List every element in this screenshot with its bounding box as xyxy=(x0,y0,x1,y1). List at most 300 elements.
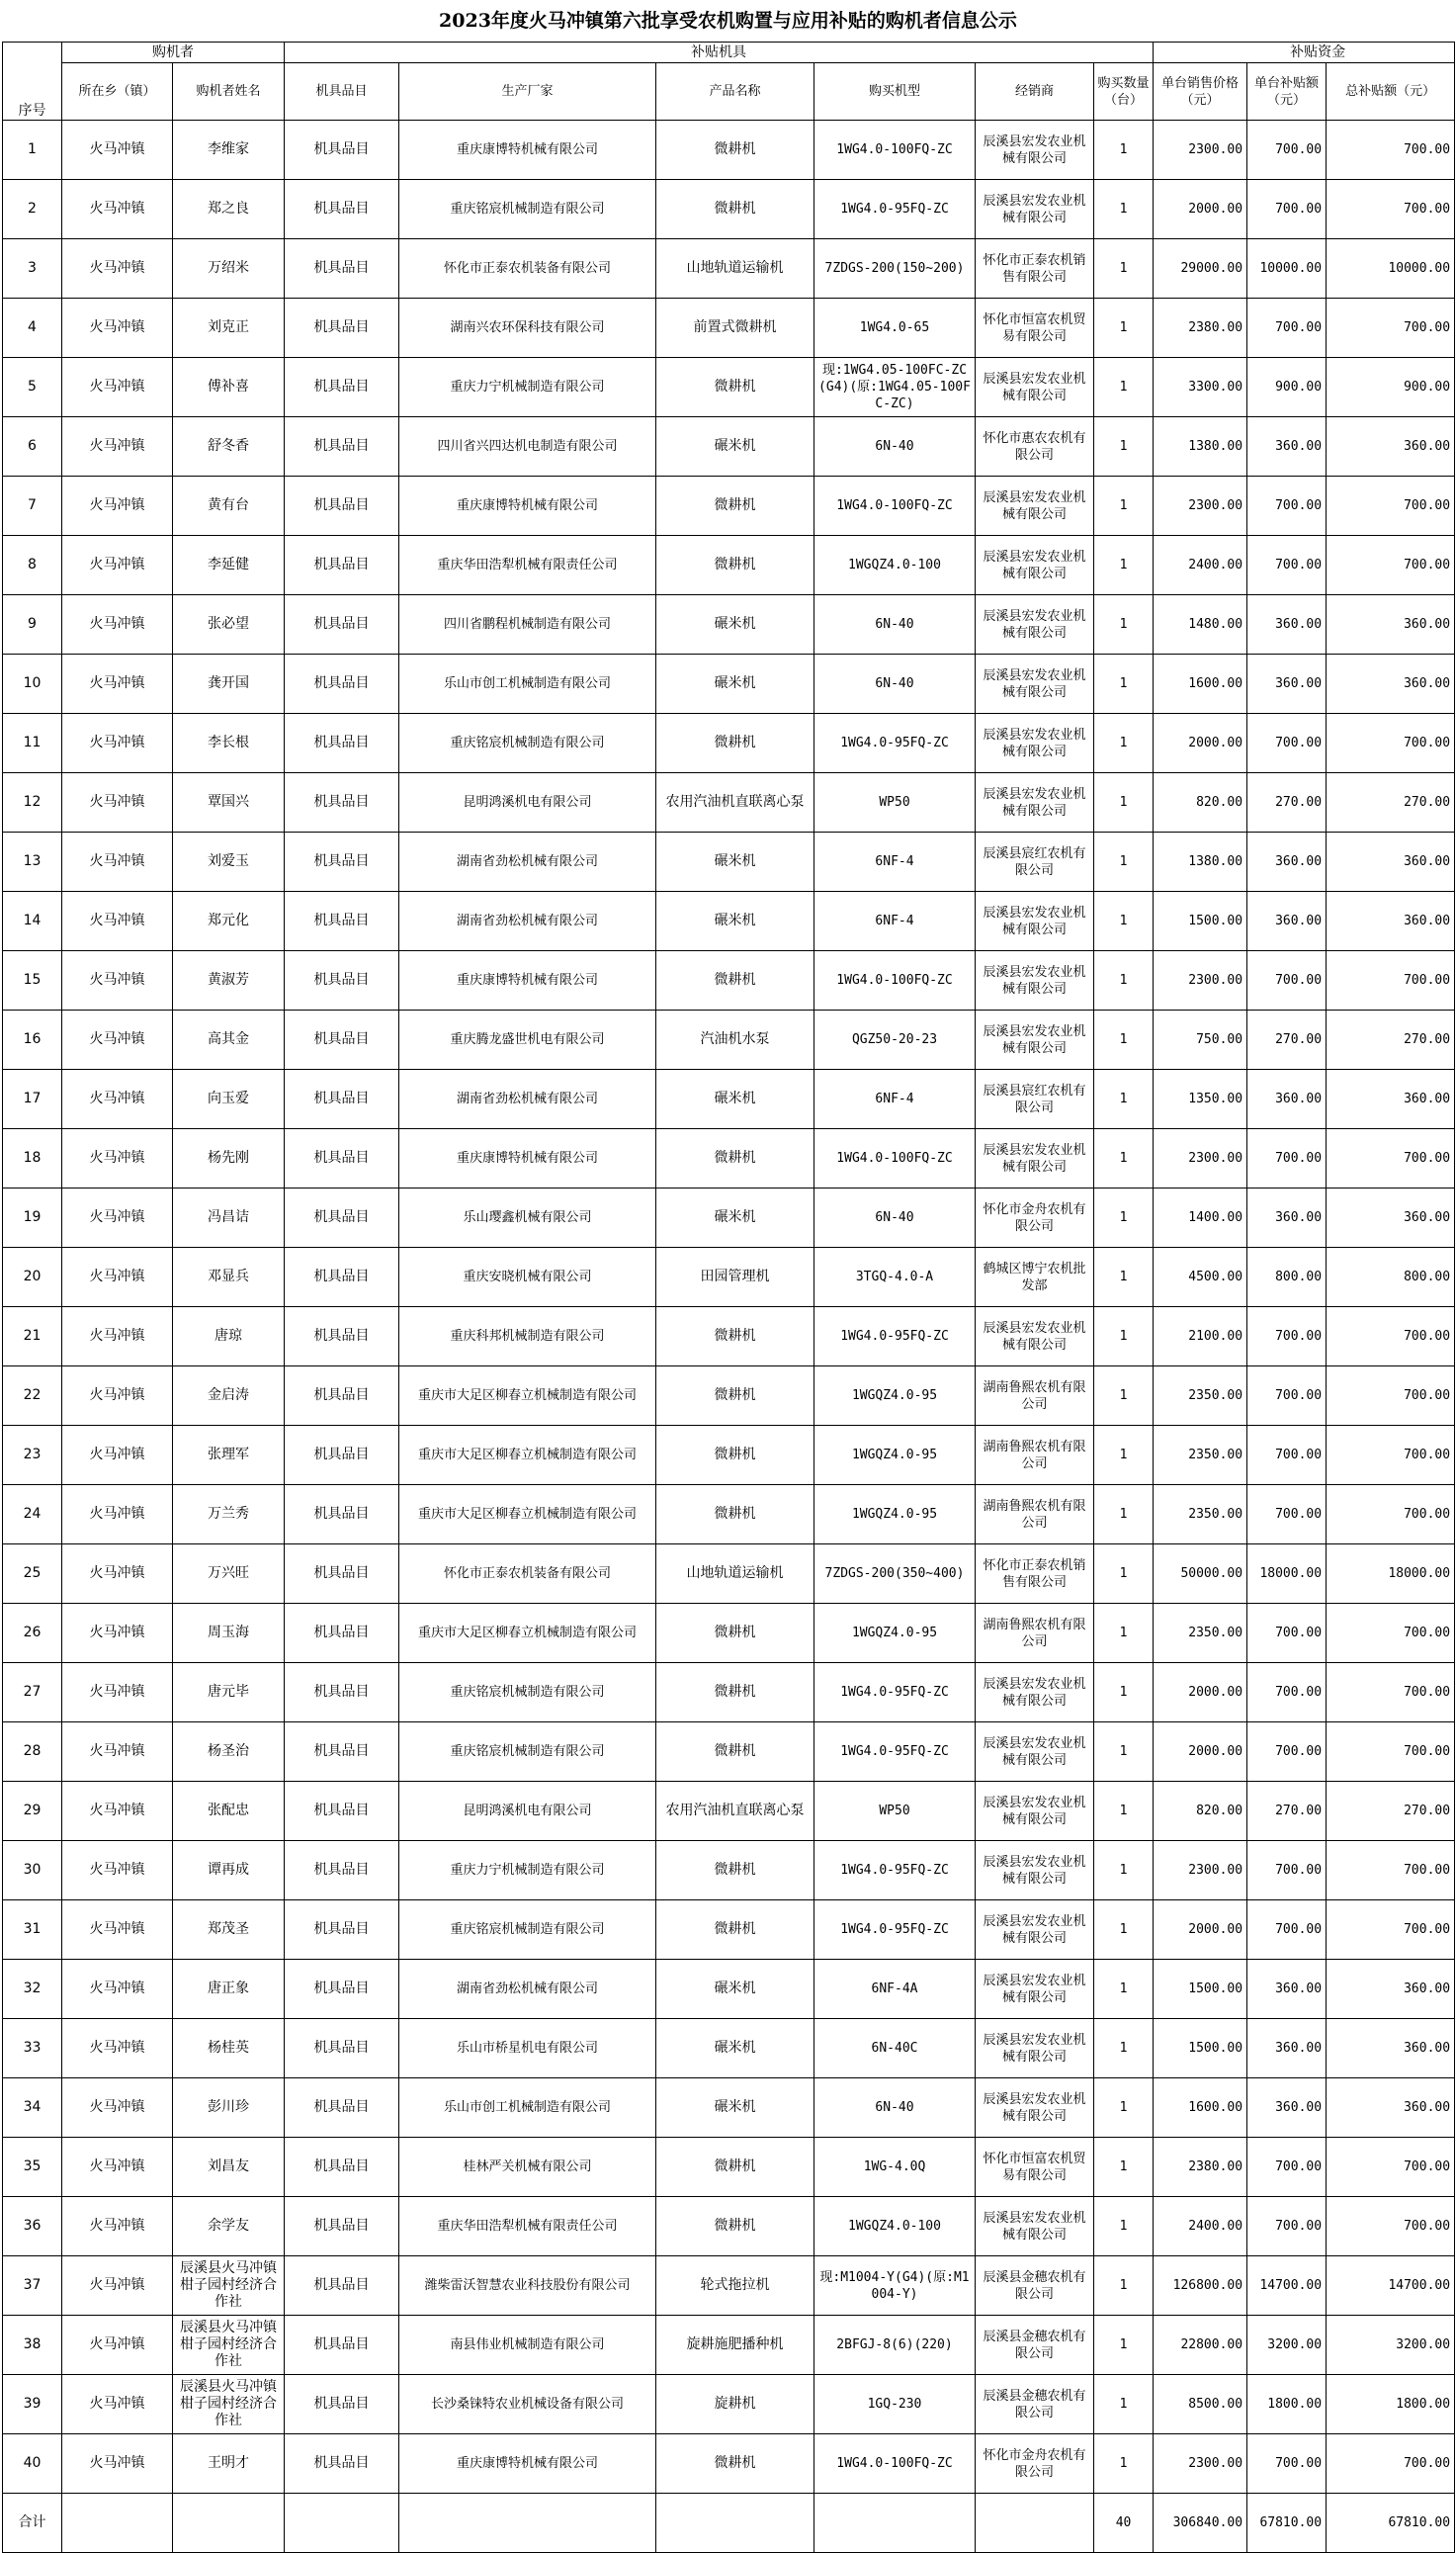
table-row xyxy=(3,951,1455,1011)
cell-serial: 24 xyxy=(3,1485,62,1544)
cell-product: 山地轨道运输机 xyxy=(656,239,814,299)
cell-model: 7ZDGS-200(150~200) xyxy=(814,239,976,299)
cell-model: 1WG-4.0Q xyxy=(814,2138,976,2197)
cell-unit-subsidy: 360.00 xyxy=(1247,1070,1327,1129)
cell-dealer: 辰溪县宏发农业机械有限公司 xyxy=(976,1900,1094,1960)
cell-unit-subsidy: 700.00 xyxy=(1247,1485,1327,1544)
total-row xyxy=(3,2494,1455,2553)
cell-category: 机具品目 xyxy=(285,1011,399,1070)
cell-model: 1WG4.0-95FQ-ZC xyxy=(814,1663,976,1722)
cell-buyer-name: 黄有台 xyxy=(173,477,285,536)
cell-dealer: 辰溪县宏发农业机械有限公司 xyxy=(976,2019,1094,2078)
cell-qty: 1 xyxy=(1094,595,1154,655)
cell-township: 火马冲镇 xyxy=(62,1426,173,1485)
table-row xyxy=(3,1722,1455,1782)
cell-township: 火马冲镇 xyxy=(62,2019,173,2078)
cell-manufacturer: 重庆铭宸机械制造有限公司 xyxy=(399,1663,656,1722)
cell-unit-price: 820.00 xyxy=(1154,773,1247,833)
cell-qty: 1 xyxy=(1094,180,1154,239)
cell-buyer-name: 万兴旺 xyxy=(173,1544,285,1604)
cell-township: 火马冲镇 xyxy=(62,417,173,477)
header-model: 购买机型 xyxy=(814,63,976,121)
table-row xyxy=(3,655,1455,714)
cell-buyer-name: 李长根 xyxy=(173,714,285,773)
cell-total-subsidy: 14700.00 xyxy=(1327,2256,1455,2316)
cell-unit-subsidy: 700.00 xyxy=(1247,1722,1327,1782)
cell-manufacturer: 南县伟业机械制造有限公司 xyxy=(399,2316,656,2375)
cell-qty: 1 xyxy=(1094,1722,1154,1782)
cell-buyer-name: 刘昌友 xyxy=(173,2138,285,2197)
cell-manufacturer: 湖南省劲松机械有限公司 xyxy=(399,1070,656,1129)
table-row xyxy=(3,121,1455,180)
cell-unit-subsidy: 700.00 xyxy=(1247,2138,1327,2197)
cell-manufacturer: 重庆铭宸机械制造有限公司 xyxy=(399,714,656,773)
cell-qty: 1 xyxy=(1094,1248,1154,1307)
cell-product: 微耕机 xyxy=(656,951,814,1011)
cell-manufacturer: 重庆安晓机械有限公司 xyxy=(399,1248,656,1307)
cell-unit-subsidy: 700.00 xyxy=(1247,2434,1327,2494)
table-row xyxy=(3,536,1455,595)
cell-serial: 20 xyxy=(3,1248,62,1307)
cell-dealer: 辰溪县宏发农业机械有限公司 xyxy=(976,358,1094,417)
cell-total-subsidy: 700.00 xyxy=(1327,1604,1455,1663)
cell-category: 机具品目 xyxy=(285,1722,399,1782)
cell-unit-subsidy: 700.00 xyxy=(1247,1900,1327,1960)
cell-manufacturer: 怀化市正泰农机装备有限公司 xyxy=(399,239,656,299)
cell-buyer-name: 杨桂英 xyxy=(173,2019,285,2078)
cell-township: 火马冲镇 xyxy=(62,773,173,833)
cell-category: 机具品目 xyxy=(285,2019,399,2078)
cell-unit-price: 1500.00 xyxy=(1154,892,1247,951)
cell-unit-subsidy: 360.00 xyxy=(1247,595,1327,655)
cell-unit-subsidy: 360.00 xyxy=(1247,655,1327,714)
cell-total-subsidy: 700.00 xyxy=(1327,714,1455,773)
cell-dealer: 怀化市惠农农机有限公司 xyxy=(976,417,1094,477)
cell-total-subsidy: 700.00 xyxy=(1327,2197,1455,2256)
table-row xyxy=(3,239,1455,299)
cell-dealer: 鹤城区博宁农机批发部 xyxy=(976,1248,1094,1307)
cell-manufacturer: 湖南省劲松机械有限公司 xyxy=(399,1960,656,2019)
cell-unit-subsidy: 360.00 xyxy=(1247,417,1327,477)
cell-qty: 1 xyxy=(1094,2078,1154,2138)
cell-township: 火马冲镇 xyxy=(62,714,173,773)
cell-total-subsidy: 700.00 xyxy=(1327,1841,1455,1900)
cell-serial: 27 xyxy=(3,1663,62,1722)
cell-qty: 1 xyxy=(1094,1485,1154,1544)
cell-total-subsidy: 700.00 xyxy=(1327,1900,1455,1960)
cell-unit-subsidy: 700.00 xyxy=(1247,121,1327,180)
cell-total-subsidy: 700.00 xyxy=(1327,180,1455,239)
cell-product: 碾米机 xyxy=(656,655,814,714)
cell-dealer: 湖南鲁熙农机有限公司 xyxy=(976,1485,1094,1544)
cell-manufacturer: 重庆康博特机械有限公司 xyxy=(399,121,656,180)
cell-buyer-name: 刘克正 xyxy=(173,299,285,358)
cell-dealer: 湖南鲁熙农机有限公司 xyxy=(976,1366,1094,1426)
cell-unit-price: 2300.00 xyxy=(1154,477,1247,536)
cell-manufacturer: 乐山市桥星机电有限公司 xyxy=(399,2019,656,2078)
document-title: 2023年度火马冲镇第六批享受农机购置与应用补贴的购机者信息公示 xyxy=(439,10,1017,32)
cell-product: 微耕机 xyxy=(656,180,814,239)
cell-unit-price: 1600.00 xyxy=(1154,2078,1247,2138)
cell-dealer: 湖南鲁熙农机有限公司 xyxy=(976,1426,1094,1485)
cell-unit-subsidy: 900.00 xyxy=(1247,358,1327,417)
cell-product: 碾米机 xyxy=(656,2019,814,2078)
table-row xyxy=(3,2256,1455,2316)
cell-manufacturer: 湖南省劲松机械有限公司 xyxy=(399,833,656,892)
cell-buyer-name: 黄淑芳 xyxy=(173,951,285,1011)
cell-product: 微耕机 xyxy=(656,1426,814,1485)
cell-unit-price: 2000.00 xyxy=(1154,714,1247,773)
table-row xyxy=(3,1070,1455,1129)
cell-category: 机具品目 xyxy=(285,892,399,951)
cell-total-subsidy: 360.00 xyxy=(1327,1070,1455,1129)
cell-unit-price: 2300.00 xyxy=(1154,121,1247,180)
table-row xyxy=(3,299,1455,358)
cell-qty: 1 xyxy=(1094,121,1154,180)
cell-serial: 22 xyxy=(3,1366,62,1426)
cell-category: 机具品目 xyxy=(285,1782,399,1841)
cell-model: 1WG4.0-65 xyxy=(814,299,976,358)
cell-model: 1WG4.0-100FQ-ZC xyxy=(814,1129,976,1188)
cell-unit-price: 2350.00 xyxy=(1154,1604,1247,1663)
cell-model: 1WG4.0-100FQ-ZC xyxy=(814,477,976,536)
table-row xyxy=(3,2375,1455,2434)
cell-total-subsidy: 360.00 xyxy=(1327,833,1455,892)
cell-model: 1WG4.0-100FQ-ZC xyxy=(814,951,976,1011)
cell-manufacturer: 昆明鸿溪机电有限公司 xyxy=(399,1782,656,1841)
cell-model: 6N-40 xyxy=(814,655,976,714)
cell-serial: 1 xyxy=(3,121,62,180)
cell-dealer: 辰溪县金穗农机有限公司 xyxy=(976,2375,1094,2434)
cell-qty: 1 xyxy=(1094,1366,1154,1426)
cell-buyer-name: 杨先刚 xyxy=(173,1129,285,1188)
cell-category: 机具品目 xyxy=(285,1307,399,1366)
cell-buyer-name: 辰溪县火马冲镇柑子园村经济合作社 xyxy=(173,2375,285,2434)
header-buyer-name: 购机者姓名 xyxy=(173,63,285,121)
table-row xyxy=(3,833,1455,892)
cell-unit-subsidy: 1800.00 xyxy=(1247,2375,1327,2434)
cell-buyer-name: 郑之良 xyxy=(173,180,285,239)
table-row xyxy=(3,1011,1455,1070)
cell-dealer: 辰溪县宏发农业机械有限公司 xyxy=(976,2078,1094,2138)
cell-buyer-name: 张配忠 xyxy=(173,1782,285,1841)
cell-total-subsidy: 700.00 xyxy=(1327,1485,1455,1544)
cell-serial: 11 xyxy=(3,714,62,773)
cell-unit-subsidy: 360.00 xyxy=(1247,1960,1327,2019)
cell-unit-subsidy: 700.00 xyxy=(1247,477,1327,536)
cell-buyer-name: 唐正象 xyxy=(173,1960,285,2019)
cell-category: 机具品目 xyxy=(285,417,399,477)
header-category: 机具品目 xyxy=(285,63,399,121)
cell-unit-subsidy: 700.00 xyxy=(1247,1841,1327,1900)
cell-qty: 1 xyxy=(1094,773,1154,833)
cell-unit-subsidy: 360.00 xyxy=(1247,833,1327,892)
cell-buyer-name: 杨圣治 xyxy=(173,1722,285,1782)
cell-buyer-name: 唐琼 xyxy=(173,1307,285,1366)
total-total-subsidy: 67810.00 xyxy=(1327,2494,1455,2553)
cell-dealer: 怀化市恒富农机贸易有限公司 xyxy=(976,299,1094,358)
cell-product: 碾米机 xyxy=(656,2078,814,2138)
cell-product: 微耕机 xyxy=(656,1366,814,1426)
cell-manufacturer: 重庆华田浩犁机械有限责任公司 xyxy=(399,2197,656,2256)
cell-category: 机具品目 xyxy=(285,655,399,714)
cell-product: 碾米机 xyxy=(656,595,814,655)
cell-qty: 1 xyxy=(1094,536,1154,595)
cell-total-subsidy: 270.00 xyxy=(1327,1782,1455,1841)
header-group-fund: 补贴资金 xyxy=(1154,43,1455,63)
cell-product: 碾米机 xyxy=(656,417,814,477)
cell-serial: 9 xyxy=(3,595,62,655)
cell-total-subsidy: 700.00 xyxy=(1327,1722,1455,1782)
cell-unit-price: 2100.00 xyxy=(1154,1307,1247,1366)
cell-serial: 4 xyxy=(3,299,62,358)
cell-township: 火马冲镇 xyxy=(62,477,173,536)
cell-unit-subsidy: 700.00 xyxy=(1247,1663,1327,1722)
cell-product: 旋耕机 xyxy=(656,2375,814,2434)
cell-model: 2BFGJ-8(6)(220) xyxy=(814,2316,976,2375)
cell-buyer-name: 谭再成 xyxy=(173,1841,285,1900)
cell-model: 1WGQZ4.0-100 xyxy=(814,536,976,595)
cell-unit-price: 2300.00 xyxy=(1154,1841,1247,1900)
cell-unit-subsidy: 700.00 xyxy=(1247,951,1327,1011)
cell-buyer-name: 周玉海 xyxy=(173,1604,285,1663)
cell-township: 火马冲镇 xyxy=(62,239,173,299)
table-row xyxy=(3,2434,1455,2494)
cell-dealer: 辰溪县宏发农业机械有限公司 xyxy=(976,536,1094,595)
total-label: 合计 xyxy=(3,2494,62,2553)
cell-total-subsidy: 360.00 xyxy=(1327,595,1455,655)
cell-category: 机具品目 xyxy=(285,1663,399,1722)
header-product: 产品名称 xyxy=(656,63,814,121)
cell-serial: 19 xyxy=(3,1188,62,1248)
cell-unit-price: 750.00 xyxy=(1154,1011,1247,1070)
cell-manufacturer: 乐山璎鑫机械有限公司 xyxy=(399,1188,656,1248)
cell-buyer-name: 李维家 xyxy=(173,121,285,180)
cell-unit-subsidy: 360.00 xyxy=(1247,2078,1327,2138)
cell-unit-subsidy: 700.00 xyxy=(1247,1604,1327,1663)
cell-unit-subsidy: 700.00 xyxy=(1247,1426,1327,1485)
cell-unit-price: 2350.00 xyxy=(1154,1366,1247,1426)
cell-qty: 1 xyxy=(1094,1070,1154,1129)
cell-serial: 7 xyxy=(3,477,62,536)
buyer-info-table xyxy=(2,42,1455,2553)
cell-unit-price: 2400.00 xyxy=(1154,2197,1247,2256)
cell-total-subsidy: 700.00 xyxy=(1327,1366,1455,1426)
cell-unit-price: 2000.00 xyxy=(1154,1663,1247,1722)
cell-product: 碾米机 xyxy=(656,1960,814,2019)
cell-township: 火马冲镇 xyxy=(62,299,173,358)
cell-buyer-name: 龚开国 xyxy=(173,655,285,714)
cell-dealer: 辰溪县宏发农业机械有限公司 xyxy=(976,1129,1094,1188)
cell-manufacturer: 重庆铭宸机械制造有限公司 xyxy=(399,1900,656,1960)
table-row xyxy=(3,595,1455,655)
table-row xyxy=(3,180,1455,239)
table-row xyxy=(3,2019,1455,2078)
cell-township: 火马冲镇 xyxy=(62,892,173,951)
cell-unit-price: 1380.00 xyxy=(1154,833,1247,892)
cell-qty: 1 xyxy=(1094,1307,1154,1366)
cell-qty: 1 xyxy=(1094,2256,1154,2316)
cell-serial: 12 xyxy=(3,773,62,833)
table-row xyxy=(3,417,1455,477)
cell-product: 微耕机 xyxy=(656,1722,814,1782)
cell-serial: 3 xyxy=(3,239,62,299)
cell-manufacturer: 重庆铭宸机械制造有限公司 xyxy=(399,1722,656,1782)
cell-dealer: 辰溪县宏发农业机械有限公司 xyxy=(976,477,1094,536)
cell-product: 碾米机 xyxy=(656,1188,814,1248)
cell-township: 火马冲镇 xyxy=(62,1366,173,1426)
cell-buyer-name: 傅补喜 xyxy=(173,358,285,417)
cell-serial: 30 xyxy=(3,1841,62,1900)
cell-unit-price: 50000.00 xyxy=(1154,1544,1247,1604)
cell-product: 碾米机 xyxy=(656,833,814,892)
cell-serial: 37 xyxy=(3,2256,62,2316)
header-unit-price: 单台销售价格（元） xyxy=(1154,63,1247,121)
total-empty-cell xyxy=(62,2494,173,2553)
cell-buyer-name: 覃国兴 xyxy=(173,773,285,833)
cell-product: 碾米机 xyxy=(656,1070,814,1129)
cell-manufacturer: 重庆市大足区柳春立机械制造有限公司 xyxy=(399,1426,656,1485)
cell-unit-subsidy: 270.00 xyxy=(1247,773,1327,833)
cell-product: 旋耕施肥播种机 xyxy=(656,2316,814,2375)
cell-unit-price: 8500.00 xyxy=(1154,2375,1247,2434)
cell-unit-price: 3300.00 xyxy=(1154,358,1247,417)
cell-total-subsidy: 700.00 xyxy=(1327,1129,1455,1188)
total-empty-cell xyxy=(976,2494,1094,2553)
header-unit-subsidy: 单台补贴额（元） xyxy=(1247,63,1327,121)
cell-unit-subsidy: 700.00 xyxy=(1247,714,1327,773)
header-qty: 购买数量（台） xyxy=(1094,63,1154,121)
cell-total-subsidy: 700.00 xyxy=(1327,299,1455,358)
cell-manufacturer: 重庆康博特机械有限公司 xyxy=(399,951,656,1011)
cell-unit-price: 2000.00 xyxy=(1154,180,1247,239)
cell-serial: 40 xyxy=(3,2434,62,2494)
cell-dealer: 辰溪县宸红农机有限公司 xyxy=(976,1070,1094,1129)
cell-model: 6N-40C xyxy=(814,2019,976,2078)
cell-model: 现:M1004-Y(G4)(原:M1004-Y) xyxy=(814,2256,976,2316)
cell-unit-price: 4500.00 xyxy=(1154,1248,1247,1307)
table-row xyxy=(3,2138,1455,2197)
cell-model: 6N-40 xyxy=(814,1188,976,1248)
cell-unit-price: 1500.00 xyxy=(1154,1960,1247,2019)
cell-township: 火马冲镇 xyxy=(62,1307,173,1366)
cell-category: 机具品目 xyxy=(285,2078,399,2138)
cell-buyer-name: 余学友 xyxy=(173,2197,285,2256)
cell-model: 1WG4.0-95FQ-ZC xyxy=(814,1722,976,1782)
cell-category: 机具品目 xyxy=(285,1070,399,1129)
cell-manufacturer: 重庆华田浩犁机械有限责任公司 xyxy=(399,536,656,595)
cell-township: 火马冲镇 xyxy=(62,2078,173,2138)
cell-manufacturer: 潍柴雷沃智慧农业科技股份有限公司 xyxy=(399,2256,656,2316)
cell-model: WP50 xyxy=(814,773,976,833)
cell-township: 火马冲镇 xyxy=(62,951,173,1011)
cell-unit-subsidy: 700.00 xyxy=(1247,180,1327,239)
cell-manufacturer: 重庆康博特机械有限公司 xyxy=(399,2434,656,2494)
cell-serial: 15 xyxy=(3,951,62,1011)
cell-manufacturer: 重庆力宁机械制造有限公司 xyxy=(399,1841,656,1900)
table-row xyxy=(3,1900,1455,1960)
total-empty-cell xyxy=(173,2494,285,2553)
cell-buyer-name: 张必望 xyxy=(173,595,285,655)
cell-unit-price: 29000.00 xyxy=(1154,239,1247,299)
cell-total-subsidy: 270.00 xyxy=(1327,1011,1455,1070)
cell-manufacturer: 重庆康博特机械有限公司 xyxy=(399,477,656,536)
cell-serial: 23 xyxy=(3,1426,62,1485)
cell-serial: 28 xyxy=(3,1722,62,1782)
cell-model: 现:1WG4.05-100FC-ZC(G4)(原:1WG4.05-100FC-ZC) xyxy=(814,358,976,417)
cell-total-subsidy: 360.00 xyxy=(1327,1960,1455,2019)
cell-manufacturer: 怀化市正泰农机装备有限公司 xyxy=(399,1544,656,1604)
cell-manufacturer: 乐山市创工机械制造有限公司 xyxy=(399,2078,656,2138)
cell-dealer: 湖南鲁熙农机有限公司 xyxy=(976,1604,1094,1663)
cell-township: 火马冲镇 xyxy=(62,1900,173,1960)
cell-model: 1GQ-230 xyxy=(814,2375,976,2434)
header-total-subsidy: 总补贴额（元） xyxy=(1327,63,1455,121)
cell-total-subsidy: 700.00 xyxy=(1327,951,1455,1011)
cell-buyer-name: 万绍米 xyxy=(173,239,285,299)
cell-total-subsidy: 18000.00 xyxy=(1327,1544,1455,1604)
cell-category: 机具品目 xyxy=(285,2375,399,2434)
cell-unit-price: 1400.00 xyxy=(1154,1188,1247,1248)
cell-category: 机具品目 xyxy=(285,2197,399,2256)
cell-buyer-name: 王明才 xyxy=(173,2434,285,2494)
cell-dealer: 辰溪县宏发农业机械有限公司 xyxy=(976,1722,1094,1782)
cell-township: 火马冲镇 xyxy=(62,595,173,655)
cell-product: 微耕机 xyxy=(656,536,814,595)
cell-total-subsidy: 700.00 xyxy=(1327,1663,1455,1722)
header-dealer: 经销商 xyxy=(976,63,1094,121)
cell-unit-price: 2380.00 xyxy=(1154,299,1247,358)
cell-product: 微耕机 xyxy=(656,1663,814,1722)
cell-qty: 1 xyxy=(1094,1544,1154,1604)
cell-total-subsidy: 360.00 xyxy=(1327,417,1455,477)
cell-product: 微耕机 xyxy=(656,2197,814,2256)
cell-model: 1WG4.0-100FQ-ZC xyxy=(814,2434,976,2494)
cell-township: 火马冲镇 xyxy=(62,833,173,892)
cell-manufacturer: 重庆市大足区柳春立机械制造有限公司 xyxy=(399,1485,656,1544)
table-row xyxy=(3,714,1455,773)
cell-product: 碾米机 xyxy=(656,892,814,951)
cell-model: 6NF-4 xyxy=(814,833,976,892)
cell-qty: 1 xyxy=(1094,2316,1154,2375)
cell-qty: 1 xyxy=(1094,1841,1154,1900)
cell-total-subsidy: 360.00 xyxy=(1327,1188,1455,1248)
cell-dealer: 辰溪县宏发农业机械有限公司 xyxy=(976,892,1094,951)
cell-product: 微耕机 xyxy=(656,358,814,417)
cell-qty: 1 xyxy=(1094,833,1154,892)
cell-product: 前置式微耕机 xyxy=(656,299,814,358)
cell-dealer: 辰溪县宏发农业机械有限公司 xyxy=(976,951,1094,1011)
cell-qty: 1 xyxy=(1094,1782,1154,1841)
cell-dealer: 怀化市恒富农机贸易有限公司 xyxy=(976,2138,1094,2197)
cell-category: 机具品目 xyxy=(285,1960,399,2019)
cell-township: 火马冲镇 xyxy=(62,1011,173,1070)
cell-category: 机具品目 xyxy=(285,1188,399,1248)
cell-category: 机具品目 xyxy=(285,595,399,655)
cell-category: 机具品目 xyxy=(285,1544,399,1604)
cell-model: 1WG4.0-100FQ-ZC xyxy=(814,121,976,180)
cell-township: 火马冲镇 xyxy=(62,1070,173,1129)
cell-unit-price: 2300.00 xyxy=(1154,2434,1247,2494)
cell-township: 火马冲镇 xyxy=(62,1129,173,1188)
cell-buyer-name: 李延健 xyxy=(173,536,285,595)
cell-buyer-name: 万兰秀 xyxy=(173,1485,285,1544)
cell-category: 机具品目 xyxy=(285,477,399,536)
table-row xyxy=(3,2197,1455,2256)
cell-buyer-name: 彭川珍 xyxy=(173,2078,285,2138)
cell-unit-price: 2350.00 xyxy=(1154,1426,1247,1485)
cell-product: 农用汽油机直联离心泵 xyxy=(656,1782,814,1841)
